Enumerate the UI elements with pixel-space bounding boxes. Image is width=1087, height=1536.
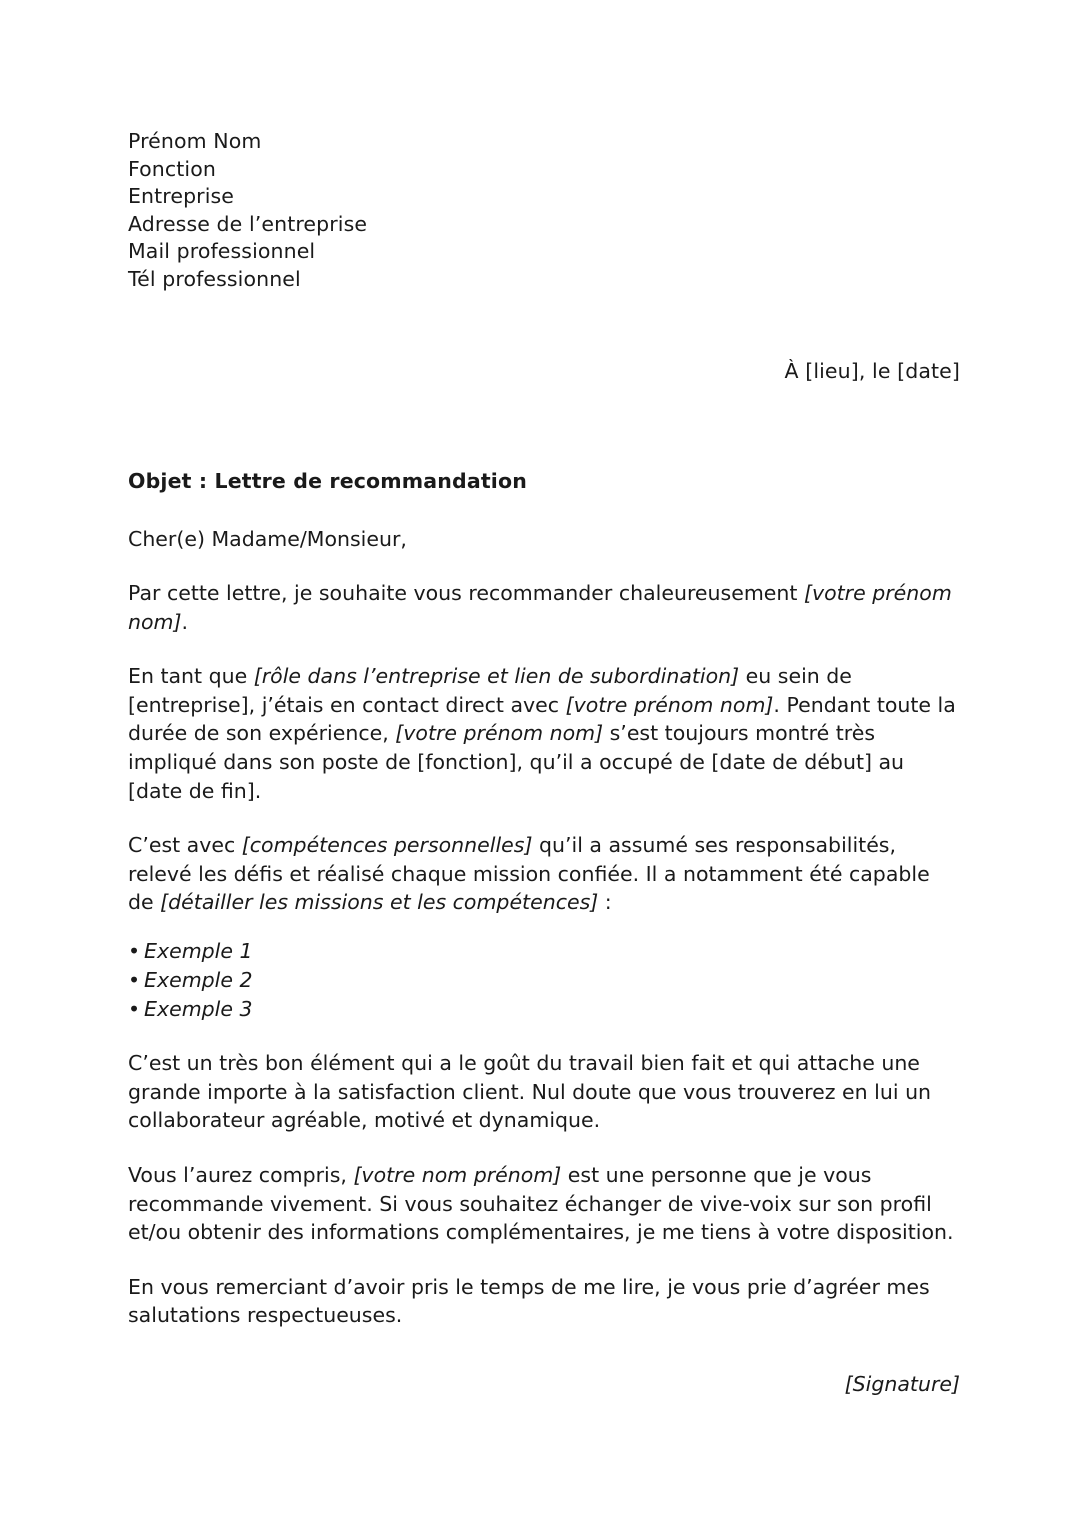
salutation-line: Cher(e) Madame/Monsieur, <box>128 527 407 551</box>
body-text: . <box>181 609 189 634</box>
paragraph-intro <box>128 579 960 636</box>
body-text: C’est avec <box>128 833 242 858</box>
list-item-label: Exemple 2 <box>144 968 253 993</box>
body-text: En tant que <box>128 664 254 689</box>
body-text: qu’il a assumé ses responsabilités, relevé les défis et réalisé chaque mission confiée. Il a notamment été capable de <box>128 833 930 915</box>
body-text: eu sein de [entreprise], j’étais en contact direct avec <box>128 664 852 717</box>
body-text: En vous remerciant d’avoir pris le temps de me lire, je vous prie d’agréer mes salutations respectueuses. <box>128 1274 930 1328</box>
placeholder-text: [votre prénom nom] <box>565 692 774 717</box>
body-text: Par cette lettre, je souhaite vous recommander chaleureusement <box>128 581 804 605</box>
list-item <box>128 937 960 966</box>
list-item-label: Exemple 3 <box>144 996 253 1021</box>
sender-line-2: Entreprise <box>128 184 235 208</box>
sender-line-0: Prénom Nom <box>128 129 262 153</box>
placeholder-text: [votre prénom nom] <box>128 581 952 634</box>
placeholder-text: [rôle dans l’entreprise et lien de subordination] <box>253 664 740 689</box>
sender-line-4: Mail professionnel <box>128 239 316 263</box>
body-text: . Pendant toute la durée de son expérience, <box>128 692 956 746</box>
bullet-marker-icon: • <box>128 939 141 964</box>
list-item <box>128 995 960 1024</box>
place-and-date-line: À [lieu], le [date] <box>784 359 960 383</box>
body-text: est une personne que je vous recommande vivement. Si vous souhaitez échanger de vive-voix sur son profil et/ou obtenir des informations complémentaires, je me tiens à votre disposition. <box>128 1163 954 1245</box>
body-text: s’est toujours montré très impliqué dans son poste de [fonction], qu’il a occupé de [date de début] au [date de fin]. <box>128 721 905 803</box>
bullet-marker-icon: • <box>128 996 141 1021</box>
sender-address-block <box>128 128 960 293</box>
signature-line: [Signature] <box>844 1371 960 1396</box>
placeholder-text: [détailler les missions et les compétences] <box>160 890 599 915</box>
bullet-marker-icon: • <box>128 968 141 993</box>
sender-line-1: Fonction <box>128 156 216 181</box>
paragraph-context <box>128 662 960 805</box>
paragraph-closing <box>128 1273 960 1330</box>
paragraph-qualities <box>128 1049 960 1135</box>
examples-list <box>128 937 960 1023</box>
placeholder-text: [compétences personnelles] <box>241 833 533 858</box>
list-item-label: Exemple 1 <box>144 939 253 964</box>
subject-line: Objet : Lettre de recommandation <box>128 469 527 493</box>
letter-body-column <box>128 0 960 1398</box>
placeholder-text: [votre prénom nom] <box>395 721 604 746</box>
paragraph-recommendation <box>128 1161 960 1247</box>
body-text: C’est un très bon élément qui a le goût du travail bien fait et qui attache une grande importe à la satisfaction client. Nul doute que vous trouverez en lui un collaborateur agréable, motivé et dynamique. <box>128 1051 932 1133</box>
list-item <box>128 966 960 995</box>
placeholder-text: [votre nom prénom] <box>353 1163 562 1187</box>
body-text: Vous l’aurez compris, <box>128 1163 354 1187</box>
sender-line-3: Adresse de l’entreprise <box>128 211 368 236</box>
body-text: : <box>598 890 612 915</box>
paragraph-skills <box>128 831 960 917</box>
sender-line-5: Tél professionnel <box>128 266 301 291</box>
